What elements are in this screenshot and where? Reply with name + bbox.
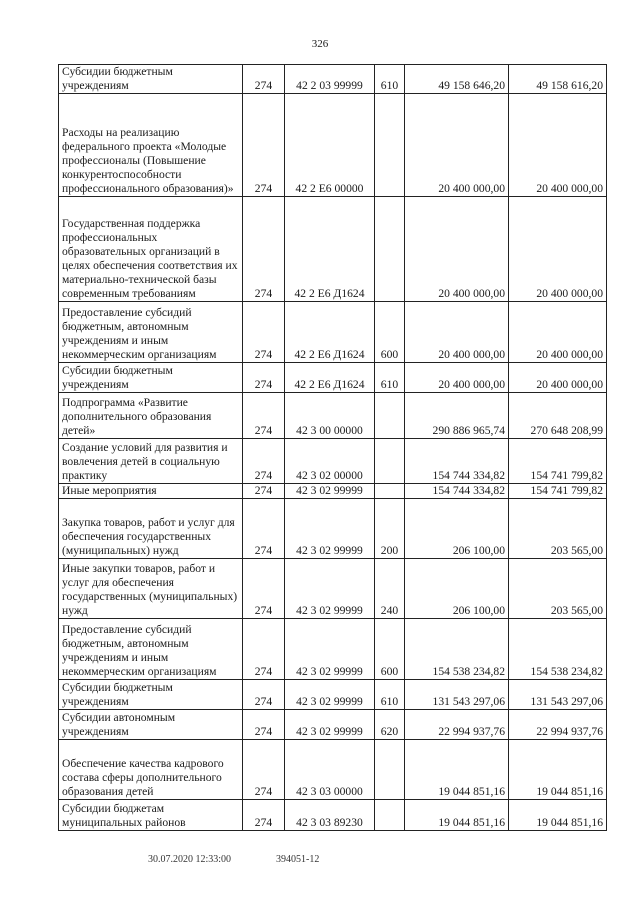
row-code: 274 [243, 484, 285, 499]
row-name: Расходы на реализацию федерального проекта «Молодые профессионалы (Повышение конкурентоспособности профессионального образования)» [59, 94, 243, 197]
row-name: Закупка товаров, работ и услуг для обеспечения государственных (муниципальных) нужд [59, 499, 243, 559]
row-target: 42 3 03 89230 [285, 800, 375, 831]
row-sum-2: 20 400 000,00 [509, 363, 607, 393]
row-sum-2: 203 565,00 [509, 499, 607, 559]
table-row [59, 302, 607, 363]
row-sum-2: 20 400 000,00 [509, 302, 607, 363]
table-row [59, 499, 607, 559]
row-sum-1: 49 158 646,20 [405, 65, 509, 94]
row-name: Создание условий для развития и вовлечения детей в социальную практику [59, 439, 243, 484]
table-row [59, 800, 607, 831]
row-name: Субсидии автономным учреждениям [59, 710, 243, 740]
table-row [59, 710, 607, 740]
row-code: 274 [243, 363, 285, 393]
row-code: 274 [243, 559, 285, 619]
row-kind: 610 [375, 680, 405, 710]
row-sum-2: 20 400 000,00 [509, 197, 607, 302]
page-number: 326 [311, 38, 329, 50]
table-row [59, 393, 607, 439]
row-kind [375, 393, 405, 439]
table-row [59, 94, 607, 197]
row-kind: 600 [375, 619, 405, 680]
row-sum-1: 131 543 297,06 [405, 680, 509, 710]
row-kind: 610 [375, 65, 405, 94]
row-sum-2: 154 538 234,82 [509, 619, 607, 680]
row-kind [375, 197, 405, 302]
table-row [59, 619, 607, 680]
row-name: Иные мероприятия [59, 484, 243, 499]
row-code: 274 [243, 439, 285, 484]
row-kind [375, 439, 405, 484]
row-name: Обеспечение качества кадрового состава сферы дополнительного образования детей [59, 740, 243, 800]
row-sum-2: 20 400 000,00 [509, 94, 607, 197]
row-name: Субсидии бюджетам муниципальных районов [59, 800, 243, 831]
row-code: 274 [243, 680, 285, 710]
row-target: 42 2 Е6 Д1624 [285, 197, 375, 302]
row-kind [375, 484, 405, 499]
row-kind: 200 [375, 499, 405, 559]
row-code: 274 [243, 302, 285, 363]
row-name: Субсидии бюджетным учреждениям [59, 65, 243, 94]
row-target: 42 3 02 99999 [285, 484, 375, 499]
row-sum-1: 290 886 965,74 [405, 393, 509, 439]
row-sum-2: 203 565,00 [509, 559, 607, 619]
table-row [59, 65, 607, 94]
row-kind [375, 740, 405, 800]
row-code: 274 [243, 800, 285, 831]
row-sum-1: 154 744 334,82 [405, 484, 509, 499]
row-code: 274 [243, 740, 285, 800]
row-code: 274 [243, 499, 285, 559]
row-sum-2: 49 158 616,20 [509, 65, 607, 94]
row-kind [375, 94, 405, 197]
row-target: 42 3 02 99999 [285, 710, 375, 740]
row-sum-2: 19 044 851,16 [509, 740, 607, 800]
row-sum-2: 131 543 297,06 [509, 680, 607, 710]
table-row [59, 740, 607, 800]
row-code: 274 [243, 393, 285, 439]
row-sum-2: 154 741 799,82 [509, 484, 607, 499]
row-target: 42 3 02 99999 [285, 499, 375, 559]
row-sum-1: 206 100,00 [405, 559, 509, 619]
table-row [59, 363, 607, 393]
row-target: 42 3 00 00000 [285, 393, 375, 439]
row-sum-2: 22 994 937,76 [509, 710, 607, 740]
row-sum-1: 19 044 851,16 [405, 800, 509, 831]
row-target: 42 2 03 99999 [285, 65, 375, 94]
row-sum-1: 19 044 851,16 [405, 740, 509, 800]
row-sum-1: 20 400 000,00 [405, 363, 509, 393]
row-name: Предоставление субсидий бюджетным, автономным учреждениям и иным некоммерческим организациям [59, 302, 243, 363]
row-sum-1: 20 400 000,00 [405, 302, 509, 363]
row-target: 42 2 Е6 Д1624 [285, 302, 375, 363]
row-target: 42 3 02 00000 [285, 439, 375, 484]
row-kind: 610 [375, 363, 405, 393]
footer-doc-id: 394051-12 [276, 854, 320, 865]
row-code: 274 [243, 619, 285, 680]
row-target: 42 3 02 99999 [285, 680, 375, 710]
row-sum-2: 270 648 208,99 [509, 393, 607, 439]
row-sum-1: 20 400 000,00 [405, 197, 509, 302]
row-sum-1: 22 994 937,76 [405, 710, 509, 740]
row-name: Предоставление субсидий бюджетным, автономным учреждениям и иным некоммерческим организациям [59, 619, 243, 680]
row-name: Субсидии бюджетным учреждениям [59, 680, 243, 710]
row-sum-1: 154 538 234,82 [405, 619, 509, 680]
table-row [59, 680, 607, 710]
row-target: 42 3 03 00000 [285, 740, 375, 800]
row-code: 274 [243, 65, 285, 94]
row-code: 274 [243, 710, 285, 740]
row-name: Подпрограмма «Развитие дополнительного образования детей» [59, 393, 243, 439]
row-kind: 600 [375, 302, 405, 363]
footer-timestamp: 30.07.2020 12:33:00 [148, 854, 232, 865]
row-sum-2: 19 044 851,16 [509, 800, 607, 831]
row-name: Иные закупки товаров, работ и услуг для обеспечения государственных (муниципальных) нужд [59, 559, 243, 619]
budget-table [58, 64, 607, 831]
row-sum-1: 154 744 334,82 [405, 439, 509, 484]
table-row [59, 197, 607, 302]
row-sum-1: 20 400 000,00 [405, 94, 509, 197]
row-sum-1: 206 100,00 [405, 499, 509, 559]
row-kind [375, 800, 405, 831]
table-row [59, 484, 607, 499]
row-name: Государственная поддержка профессиональных образовательных организаций в целях обеспечения соответствия их материально-технической базы современным требованиям [59, 197, 243, 302]
row-target: 42 2 Е6 Д1624 [285, 363, 375, 393]
table-row [59, 439, 607, 484]
row-code: 274 [243, 197, 285, 302]
row-target: 42 2 Е6 00000 [285, 94, 375, 197]
row-name: Субсидии бюджетным учреждениям [59, 363, 243, 393]
table-row [59, 559, 607, 619]
row-kind: 240 [375, 559, 405, 619]
row-target: 42 3 02 99999 [285, 559, 375, 619]
row-sum-2: 154 741 799,82 [509, 439, 607, 484]
row-code: 274 [243, 94, 285, 197]
row-kind: 620 [375, 710, 405, 740]
row-target: 42 3 02 99999 [285, 619, 375, 680]
